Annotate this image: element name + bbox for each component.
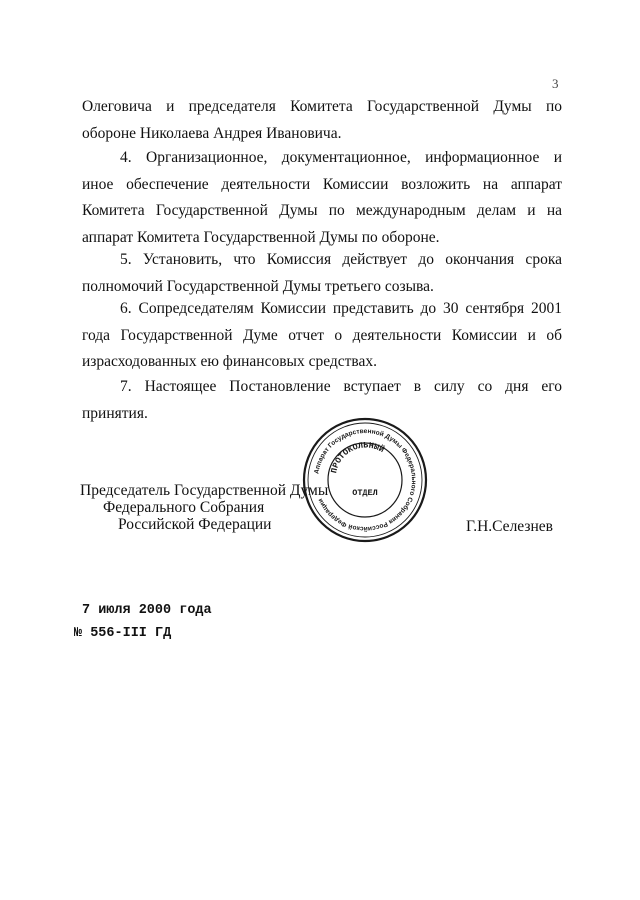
stamp-ring-textpath: Аппарат Государственной Думы Федерального Собрания Российской Федерации: [313, 427, 418, 533]
page-number: 3: [552, 76, 559, 91]
paragraph-4-line-1: 4. Организационное, документационное, информационное и: [120, 149, 562, 166]
signature-title-line-1: Председатель Государственной Думы: [80, 482, 329, 499]
paragraph-6-line-1: 6. Сопредседателям Комиссии представить до 30 сентября 2001: [120, 300, 562, 317]
paragraph-4-line-2: иное обеспечение деятельности Комиссии возложить на аппарат: [82, 175, 562, 193]
paragraph-6-line-2: года Государственной Думе отчет о деятельности Комиссии и об: [82, 326, 562, 344]
paragraph-5-line-1: 5. Установить, что Комиссия действует до окончания срока: [120, 251, 562, 268]
paragraph-7-line-2: принятия.: [82, 404, 148, 422]
paragraph-5: [82, 247, 562, 300]
paragraph-1-line-2: обороне Николаева Андрея Ивановича.: [82, 124, 342, 142]
stamp-center-top-textpath: ПРОТОКОЛЬНЫЙ: [329, 440, 386, 475]
stamp-outer-ring: [304, 419, 426, 541]
official-stamp: [300, 415, 430, 545]
paragraph-4-line-4: аппарат Комитета Государственной Думы по обороне.: [82, 228, 440, 246]
signatory-name: Г.Н.Селезнев: [466, 518, 553, 535]
paragraph-6-line-3: израсходованных ею финансовых средствах.: [82, 353, 378, 370]
paragraph-1: [82, 94, 562, 147]
paragraph-4: [82, 145, 562, 251]
stamp-center-top: [329, 440, 386, 474]
stamp-middle-ring: [308, 423, 422, 537]
stamp-center-bottom: ОТДЕЛ: [352, 488, 378, 498]
paragraph-5-line-2: полномочий Государственной Думы третьего созыва.: [82, 277, 434, 295]
paragraph-7-line-1: 7. Настоящее Постановление вступает в силу со дня его: [120, 378, 562, 395]
paragraph-1-line-1: Олеговича и председателя Комитета Государственной Думы по: [82, 98, 562, 115]
paragraph-6: [82, 296, 562, 376]
document-date: 7 июля 2000 года: [82, 603, 212, 618]
signature-title-line-2: Федерального Собрания: [103, 499, 265, 516]
document-number: № 556-III ГД: [74, 626, 172, 641]
signature-title-line-3: Российской Федерации: [118, 516, 272, 533]
paragraph-4-line-3: Комитета Государственной Думы по международным делам и на: [82, 202, 562, 219]
